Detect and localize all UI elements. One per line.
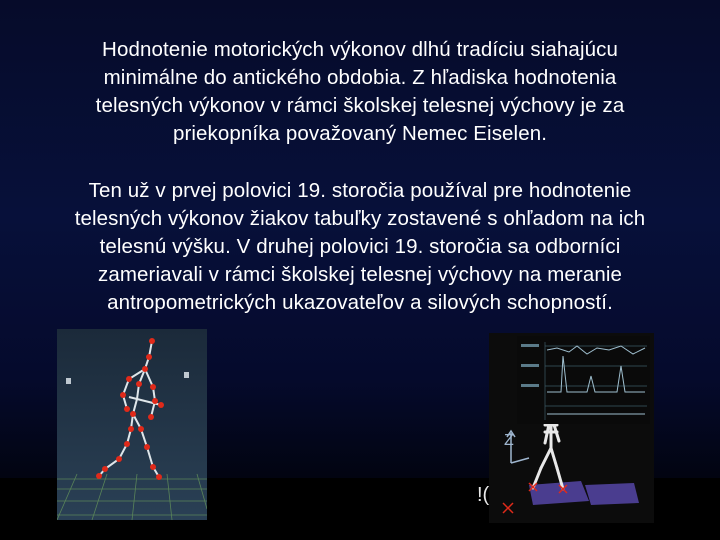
glyph-mark: !( — [477, 484, 490, 506]
paragraph-intro-line-2: minimálne do antického obdobia. Z hľadiska hodnotenia — [103, 66, 617, 89]
paragraph-history-line-4: zameriavali v rámci školskej telesnej výchovy na meranie — [98, 263, 622, 286]
motion-capture-image — [57, 329, 207, 520]
paragraph-history — [0, 177, 720, 317]
paragraph-intro-line-4: priekopníka považovaný Nemec Eiselen. — [172, 122, 548, 145]
paragraph-history-line-1: Ten už v prvej polovici 19. storočia používal pre hodnotenie — [88, 179, 632, 202]
paragraph-history-line-2: telesných výkonov žiakov tabuľky zostavené s ohľadom na ich — [74, 207, 646, 230]
axis-z-label: Z — [504, 432, 514, 449]
motion-capture-figure — [57, 329, 207, 520]
paragraph-intro — [0, 36, 720, 148]
gait-chart-inset — [517, 336, 650, 424]
paragraph-history-line-5: antropometrických ukazovateľov a silových schopností. — [107, 291, 613, 314]
paragraph-intro-line-3: telesných výkonov v rámci školskej telesnej výchovy je za — [95, 94, 625, 117]
paragraph-intro-line-1: Hodnotenie motorických výkonov dlhú tradíciu siahajúcu — [102, 38, 618, 61]
paragraph-history-line-3: telesnú výšku. V druhej polovici 19. storočia sa odborníci — [99, 235, 621, 258]
